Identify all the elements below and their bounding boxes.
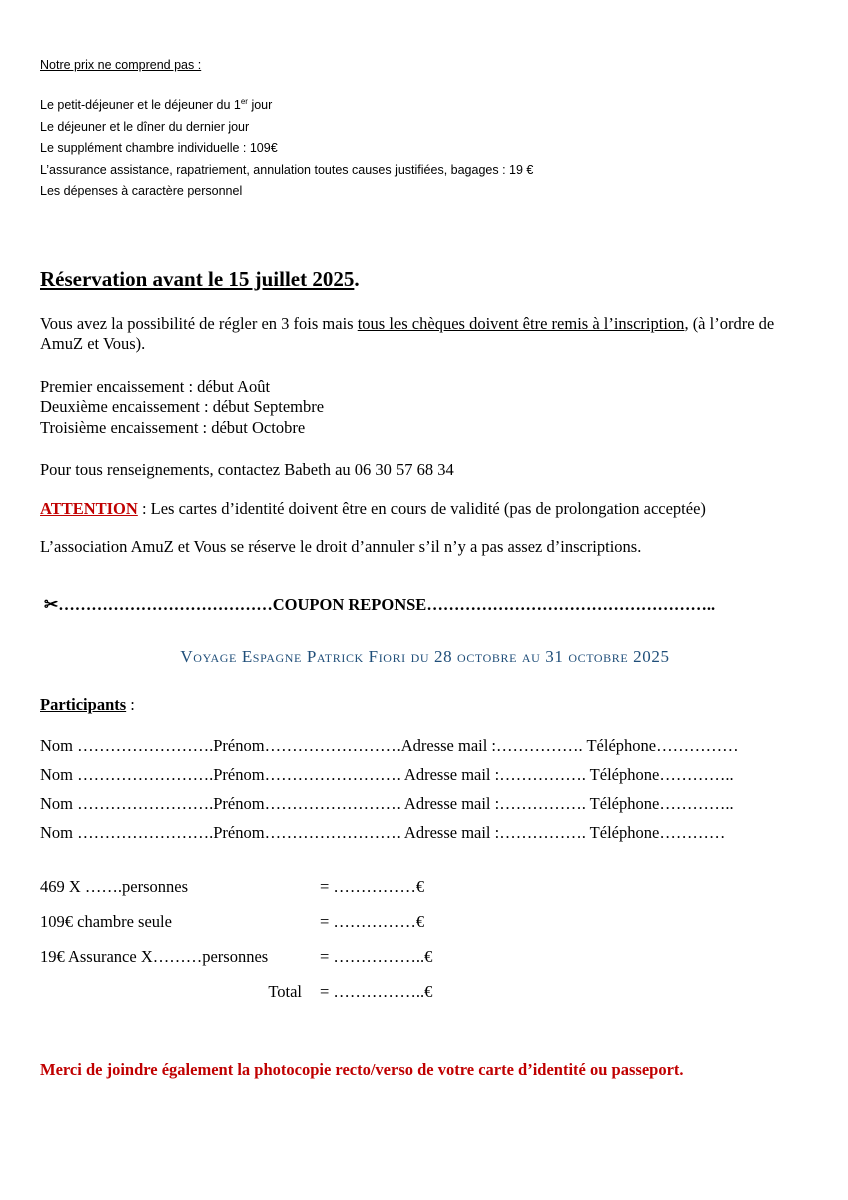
participant-row[interactable]: Nom …………………….Prénom……………………. Adresse mail :……………. Téléphone………….. — [40, 793, 734, 813]
cancellation-line: L’association AmuZ et Vous se réserve le droit d’annuler s’il n’y a pas assez d’inscriptions. — [40, 537, 642, 557]
document-content — [40, 58, 800, 1096]
installment-line: Troisième encaissement : début Octobre — [40, 417, 306, 437]
not-included-heading: Notre prix ne comprend pas : — [40, 58, 202, 72]
reservation-title: Réservation avant le 15 juillet 2025. — [40, 266, 360, 291]
dots-left: ………………………………… — [58, 594, 273, 614]
coupon-separator — [40, 595, 800, 615]
list-item: Le déjeuner et le dîner du dernier jour — [40, 119, 250, 134]
participants-heading: Participants : — [40, 694, 135, 714]
table-row — [40, 877, 432, 912]
installment-line: Deuxième encaissement : début Septembre — [40, 397, 325, 417]
payment-paragraph: Vous avez la possibilité de régler en 3 fois mais tous les chèques doivent être remis à l’inscription, (à l’ordre de AmuZ et Vous). — [40, 313, 775, 354]
coupon-section — [40, 595, 800, 1080]
price-label: 469 X …….personnes — [40, 876, 189, 896]
reservation-section — [40, 267, 800, 558]
coupon-label: COUPON REPONSE — [272, 594, 427, 614]
not-included-list — [40, 91, 800, 203]
participant-row[interactable]: Nom …………………….Prénom……………………. Adresse mail :……………. Téléphone………… — [40, 822, 726, 842]
final-note: Merci de joindre également la photocopie recto/verso de votre carte d’identité ou passeport. — [40, 1059, 684, 1079]
price-value[interactable]: = ……………€ — [320, 876, 425, 896]
payment-underlined-clause: tous les chèques doivent être remis à l’inscription — [357, 313, 685, 333]
dots-right: …………………………………………….. — [426, 594, 716, 614]
table-row — [40, 982, 432, 1017]
total-label: Total — [268, 981, 302, 1001]
scissors-icon: ✂ — [44, 594, 59, 614]
table-row — [40, 912, 432, 947]
price-table — [40, 877, 432, 1017]
price-label: 109€ chambre seule — [40, 911, 172, 931]
price-value[interactable]: = ……………€ — [320, 911, 425, 931]
total-value[interactable]: = ……………..€ — [320, 981, 433, 1001]
price-value[interactable]: = ……………..€ — [320, 946, 433, 966]
list-item: Les dépenses à caractère personnel — [40, 184, 243, 199]
list-item: Le supplément chambre individuelle : 109€ — [40, 141, 278, 156]
installment-line: Premier encaissement : début Août — [40, 376, 271, 396]
voyage-title: Voyage Espagne Patrick Fiori du 28 octobre au 31 octobre 2025 — [180, 646, 670, 666]
participants-label: Participants — [40, 694, 127, 714]
attention-label: ATTENTION — [40, 498, 138, 518]
contact-line: Pour tous renseignements, contactez Babeth au 06 30 57 68 34 — [40, 460, 454, 480]
list-item: Le petit-déjeuner et le déjeuner du 1er jour — [40, 97, 273, 113]
ordinal-suffix: er — [240, 97, 248, 106]
participant-row[interactable]: Nom …………………….Prénom……………………. Adresse mail :……………. Téléphone………….. — [40, 764, 734, 784]
not-included-section — [40, 58, 800, 203]
participant-row[interactable]: Nom …………………….Prénom…………………….Adresse mail :……………. Téléphone…………… — [40, 735, 739, 755]
price-label: 19€ Assurance X………personnes — [40, 946, 269, 966]
reservation-title-underlined: Réservation avant le 15 juillet 2025 — [40, 266, 355, 291]
list-item: L’assurance assistance, rapatriement, annulation toutes causes justifiées, bagages : 19 € — [40, 162, 534, 177]
table-row — [40, 947, 432, 982]
attention-line: ATTENTION : Les cartes d’identité doivent être en cours de validité (pas de prolongation acceptée) — [40, 498, 706, 518]
